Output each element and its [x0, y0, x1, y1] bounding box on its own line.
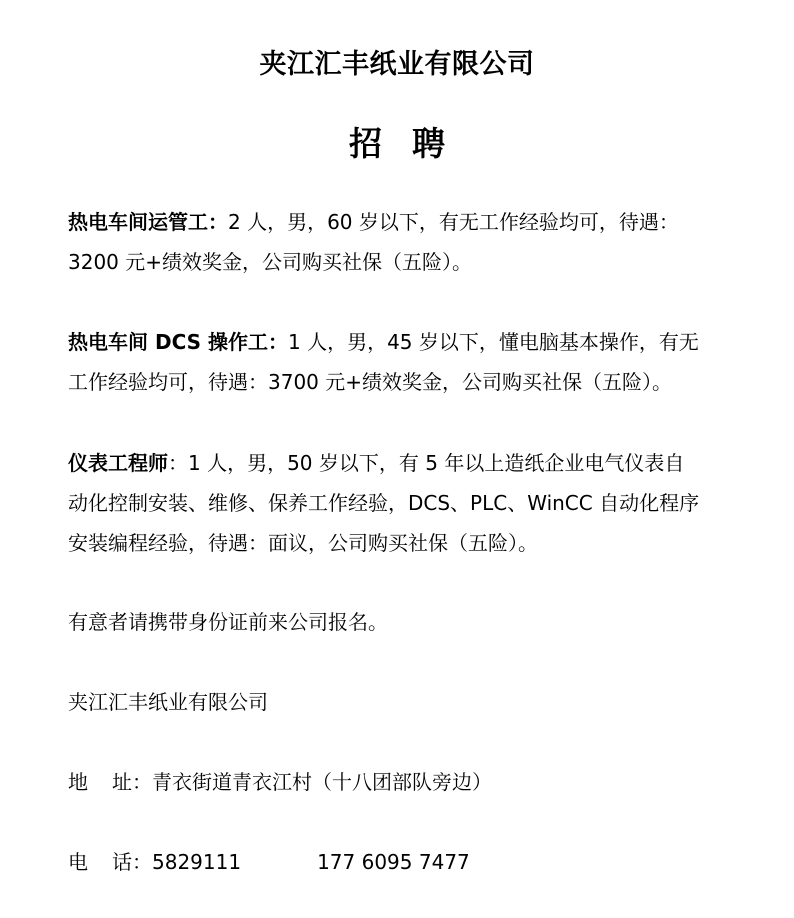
application-note: 有意者请携带身份证前来公司报名。 — [68, 610, 388, 634]
position-text: 2 人，男，60 岁以下，有无工作经验均可，待遇： — [228, 210, 679, 234]
phone-label-char-1: 电 — [68, 850, 88, 874]
address-value: 青衣街道青衣江村（十八团部队旁边） — [152, 770, 492, 794]
company-title: 夹江汇丰纸业有限公司 — [259, 49, 535, 80]
phone-line — [68, 842, 470, 882]
position-2 — [68, 322, 738, 402]
phone-label-char-2: 话： — [112, 850, 152, 874]
phone-number-landline: 5829111 — [152, 850, 242, 874]
position-text: 3200 元+绩效奖金，公司购买社保（五险）。 — [68, 250, 473, 274]
position-title: 仪表工程师 — [68, 451, 168, 475]
document-title-char-2: 聘 — [412, 124, 445, 163]
position-text: 动化控制安装、维修、保养工作经验，DCS、PLC、WinCC 自动化程序 — [68, 491, 700, 515]
position-text: 1 人，男，45 岁以下，懂电脑基本操作，有无 — [287, 330, 699, 354]
phone-number-mobile: 177 6095 7477 — [317, 850, 470, 874]
address-line — [68, 762, 492, 802]
document-title — [0, 118, 794, 165]
position-title: 热电车间 DCS 操作工： — [68, 330, 288, 354]
position-text: 工作经验均可，待遇：3700 元+绩效奖金，公司购买社保（五险）。 — [68, 370, 673, 394]
position-text: 安装编程经验，待遇：面议，公司购买社保（五险）。 — [68, 531, 538, 555]
address-label-char-1: 地 — [68, 770, 88, 794]
position-1 — [68, 202, 738, 282]
position-title: 热电车间运管工： — [68, 210, 228, 234]
document-title-char-1: 招 — [349, 124, 382, 163]
position-text: ：1 人，男，50 岁以下，有 5 年以上造纸企业电气仪表自 — [168, 451, 685, 475]
address-label-char-2: 址： — [112, 770, 152, 794]
company-footer: 夹江汇丰纸业有限公司 — [68, 690, 268, 714]
position-3 — [68, 443, 738, 563]
